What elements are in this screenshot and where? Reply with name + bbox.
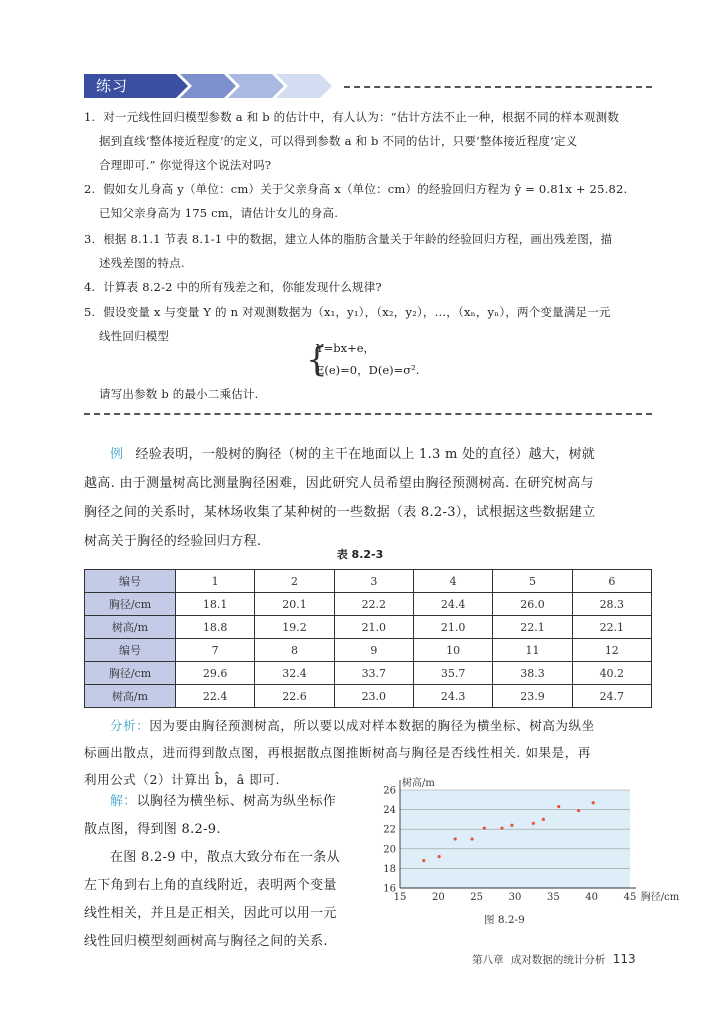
x-tick-label: 15: [393, 892, 407, 903]
page-footer: [472, 952, 636, 967]
exercise-title: 练习: [96, 77, 129, 95]
exercise-item-2-line-2: 已知父亲身高为 175 cm，请估计女儿的身高.: [99, 206, 339, 220]
table-cell: 19.2: [255, 616, 334, 639]
table-cell: 11: [493, 639, 572, 662]
table-cell: 22.2: [334, 593, 413, 616]
exercise-item-1-line-2: 据到直线‘整体接近程度’的定义，可以得到参数 a 和 b 不同的估计，只要‘整体接近程度’定义: [99, 134, 578, 148]
solution-label: 解：: [110, 794, 137, 809]
header-divider: [344, 86, 652, 88]
table-cell: 22.4: [176, 685, 255, 708]
footer-chapter: 第八章: [472, 954, 504, 966]
exercise-item-3-line-2: 述残差图的特点.: [99, 256, 185, 270]
item-number: 1.: [84, 110, 96, 124]
exercise-item-4: [84, 275, 382, 299]
table-cell: 38.3: [493, 662, 572, 685]
example-line-3: 胸径之间的关系时，某林场收集了某种树的一些数据（表 8.2-3），试根据这些数据建立: [84, 505, 596, 520]
data-point: [500, 827, 503, 830]
table-row: [85, 685, 652, 708]
exercise-end-divider: [84, 413, 652, 415]
table-cell: 21.0: [334, 616, 413, 639]
x-axis-label: 胸径/cm: [640, 892, 680, 903]
exercise-item-5: [84, 300, 611, 324]
example-line-1: 经验表明，一般树的胸径（树的主干在地面以上 1.3 m 处的直径）越大，树就: [135, 447, 596, 462]
item-line: 计算表 8.2-2 中的所有残差之和，你能发现什么规律?: [103, 280, 382, 294]
data-point: [483, 827, 486, 830]
analysis-line-2: 标画出散点，进而得到散点图，再根据散点图推断树高与胸径是否线性相关. 如果是，再: [84, 745, 591, 760]
x-tick-label: 45: [623, 892, 637, 903]
item-line: 根据 8.1.1 节表 8.1-1 中的数据，建立人体的脂肪含量关于年龄的经验回归方程，画出残差图，描: [103, 232, 613, 246]
example-line-4: 树高关于胸径的经验回归方程.: [84, 534, 262, 549]
table-cell: 23.9: [493, 685, 572, 708]
table-cell: 9: [334, 639, 413, 662]
row-label-index: 编号: [85, 639, 176, 662]
data-point: [470, 837, 473, 840]
table-cell: 26.0: [493, 593, 572, 616]
page-number: 113: [612, 952, 636, 966]
plot-area: [400, 790, 630, 888]
equation-line-1: Y=bx+e，: [316, 341, 376, 355]
table-cell: 28.3: [572, 593, 651, 616]
row-label-height: 树高/m: [85, 616, 176, 639]
table-cell: 40.2: [572, 662, 651, 685]
y-axis-label: 树高/m: [402, 778, 435, 789]
figure-caption: 图 8.2-9: [484, 914, 525, 926]
footer-title: 成对数据的统计分析: [510, 954, 606, 966]
item-number: 4.: [84, 280, 96, 294]
row-label-diameter: 胸径/cm: [85, 662, 176, 685]
item-number: 5.: [84, 305, 96, 319]
table-row: [85, 593, 652, 616]
x-tick-label: 35: [546, 892, 560, 903]
data-table: [84, 569, 652, 708]
item-line: 假设变量 x 与变量 Y 的 n 对观测数据为（x₁，y₁），（x₂，y₂），…，（xₙ，yₙ），两个变量满足一元: [103, 305, 611, 319]
exercise-item-1: [84, 105, 619, 129]
table-cell: 18.8: [176, 616, 255, 639]
row-label-diameter: 胸径/cm: [85, 593, 176, 616]
data-point: [454, 837, 457, 840]
solution-line-5: 线性相关，并且是正相关，因此可以用一元: [84, 906, 337, 921]
x-tick-label: 25: [470, 892, 484, 903]
item-number: 2.: [84, 182, 96, 196]
y-tick-label: 22: [383, 824, 396, 836]
solution-line-4: 左下角到右上角的直线附近，表明两个变量: [84, 878, 337, 893]
table-cell: 21.0: [413, 616, 492, 639]
analysis-label: 分析：: [110, 718, 150, 733]
exercise-item-5-line-2: 线性回归模型: [99, 329, 170, 343]
equation-line-2: E(e)=0，D(e)=σ².: [316, 363, 420, 377]
y-tick-label: 24: [383, 805, 396, 817]
table-cell: 8: [255, 639, 334, 662]
solution-line-1: 以胸径为横坐标、树高为纵坐标作: [136, 794, 337, 809]
table-title: 表 8.2-3: [336, 548, 384, 561]
solution-line-2: 散点图，得到图 8.2-9.: [84, 822, 221, 837]
x-tick-label: 20: [431, 892, 445, 903]
exercise-item-3: [84, 227, 612, 251]
table-cell: 24.7: [572, 685, 651, 708]
table-cell: 24.4: [413, 593, 492, 616]
analysis-line-1: 因为要由胸径预测树高，所以要以成对样本数据的胸径为横坐标、树高为纵坐: [149, 718, 595, 733]
table-cell: 1: [176, 570, 255, 593]
data-point: [542, 818, 545, 821]
table-cell: 18.1: [176, 593, 255, 616]
table-cell: 24.3: [413, 685, 492, 708]
data-point: [438, 855, 441, 858]
y-tick-label: 18: [383, 863, 396, 875]
solution-line-3: 在图 8.2-9 中，散点大致分布在一条从: [110, 850, 340, 865]
table-cell: 23.0: [334, 685, 413, 708]
data-point: [577, 809, 580, 812]
y-tick-label: 20: [383, 844, 396, 856]
row-label-height: 树高/m: [85, 685, 176, 708]
data-point: [532, 822, 535, 825]
table-cell: 2: [255, 570, 334, 593]
data-point: [557, 805, 560, 808]
table-cell: 12: [572, 639, 651, 662]
item-line: 对一元线性回归模型参数 a 和 b 的估计中，有人认为：“估计方法不止一种，根据不同的样本观测数: [103, 110, 620, 124]
table-cell: 33.7: [334, 662, 413, 685]
table-row: [85, 570, 652, 593]
item-line: 假如女儿身高 y（单位：cm）关于父亲身高 x（单位：cm）的经验回归方程为 ŷ = 0.81x + 25.82.: [103, 182, 628, 196]
y-tick-label: 26: [383, 785, 396, 797]
data-point: [510, 824, 513, 827]
exercise-item-2: [84, 177, 627, 201]
y-tick-label: 16: [383, 883, 396, 895]
example-label: 例: [110, 447, 124, 462]
table-cell: 4: [413, 570, 492, 593]
table-cell: 10: [413, 639, 492, 662]
table-cell: 7: [176, 639, 255, 662]
x-tick-label: 30: [508, 892, 522, 903]
table-cell: 22.1: [572, 616, 651, 639]
table-cell: 29.6: [176, 662, 255, 685]
exercise-item-1-line-3: 合理即可.” 你觉得这个说法对吗?: [99, 158, 272, 172]
table-cell: 22.1: [493, 616, 572, 639]
analysis-line-3: 利用公式（2）计算出 b̂，â 即可.: [84, 772, 281, 787]
table-cell: 32.4: [255, 662, 334, 685]
table-cell: 6: [572, 570, 651, 593]
row-label-index: 编号: [85, 570, 176, 593]
table-cell: 22.6: [255, 685, 334, 708]
data-point: [422, 859, 425, 862]
solution-line-6: 线性回归模型刻画树高与胸径之间的关系.: [84, 934, 328, 949]
x-tick-label: 40: [585, 892, 599, 903]
example-line-2: 越高. 由于测量树高比测量胸径困难，因此研究人员希望由胸径预测树高. 在研究树高与: [84, 476, 594, 491]
table-row: [85, 639, 652, 662]
item-number: 3.: [84, 232, 96, 246]
table-cell: 5: [493, 570, 572, 593]
data-point: [592, 801, 595, 804]
table-row: [85, 662, 652, 685]
exercise-closing: 请写出参数 b 的最小二乘估计.: [99, 387, 259, 401]
table-cell: 3: [334, 570, 413, 593]
equation-brace: {: [306, 340, 328, 380]
table-cell: 35.7: [413, 662, 492, 685]
table-row: [85, 616, 652, 639]
table-cell: 20.1: [255, 593, 334, 616]
